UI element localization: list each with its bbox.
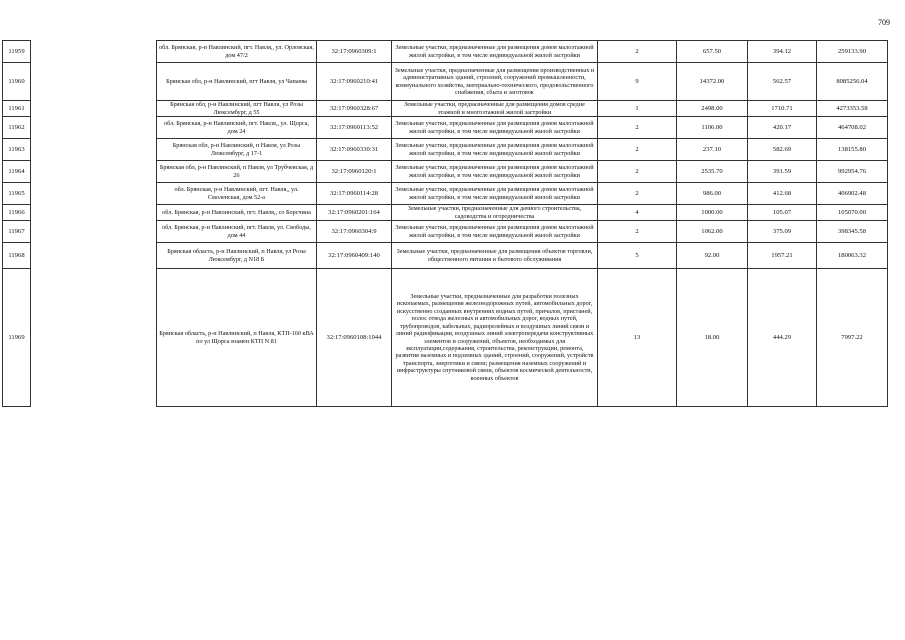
table-row bbox=[3, 41, 888, 63]
row-gap bbox=[31, 243, 43, 269]
row-gap bbox=[31, 269, 43, 407]
row-spacer bbox=[43, 221, 157, 243]
row-id: 11962 bbox=[3, 117, 31, 139]
row-cadastral-value: 398345.58 bbox=[817, 221, 888, 243]
row-unit-value: 391.59 bbox=[748, 161, 817, 183]
row-cadastral-number: 32:17:0960210:41 bbox=[317, 63, 392, 101]
row-land-purpose: Земельные участки, предназначенные для размещения домов малоэтажной жилой застройки, в том числе индивидуальной жилой застройки bbox=[392, 139, 598, 161]
row-area: 18.00 bbox=[677, 269, 748, 407]
table-row bbox=[3, 221, 888, 243]
row-id: 11964 bbox=[3, 161, 31, 183]
register-table bbox=[2, 40, 888, 407]
row-group: 2 bbox=[598, 183, 677, 205]
row-gap bbox=[31, 183, 43, 205]
row-address: Брянская обл, р-н Навлинский, пгт Навля, ул Розы Люксембург, д 55 bbox=[157, 101, 317, 117]
row-unit-value: 105.07 bbox=[748, 205, 817, 221]
row-id: 11969 bbox=[3, 269, 31, 407]
row-land-purpose: Земельные участки, предназначенные для размещения домов малоэтажной жилой застройки, в том числе индивидуальной жилой застройки bbox=[392, 117, 598, 139]
row-gap bbox=[31, 63, 43, 101]
row-id: 11965 bbox=[3, 183, 31, 205]
row-area: 237.10 bbox=[677, 139, 748, 161]
row-cadastral-number: 32:17:0960409:140 bbox=[317, 243, 392, 269]
row-group: 2 bbox=[598, 117, 677, 139]
row-land-purpose: Земельные участки, предназначенные для размещения домов средне этажной и многоэтажной жилой застройки bbox=[392, 101, 598, 117]
row-group: 4 bbox=[598, 205, 677, 221]
page-number: 709 bbox=[878, 18, 890, 27]
row-group: 13 bbox=[598, 269, 677, 407]
row-gap bbox=[31, 221, 43, 243]
row-cadastral-number: 32:17:0960309:1 bbox=[317, 41, 392, 63]
table-row bbox=[3, 139, 888, 161]
row-address: обл. Брянская, р-н Навлинский, пгт. Навля, ул. Свободы, дом 44 bbox=[157, 221, 317, 243]
row-address: обл. Брянская, р-н Навлинский, пгт. Навля,, ул. Смоленская, дом 52-а bbox=[157, 183, 317, 205]
row-cadastral-value: 259133.90 bbox=[817, 41, 888, 63]
row-unit-value: 1710.71 bbox=[748, 101, 817, 117]
cadastral-register-table bbox=[2, 40, 888, 407]
table-row bbox=[3, 161, 888, 183]
row-address: Брянская область, р-н Навлинский, п Навля, ул Розы Люксембург, д N18 Б bbox=[157, 243, 317, 269]
row-group: 2 bbox=[598, 221, 677, 243]
row-spacer bbox=[43, 101, 157, 117]
row-area: 2498.00 bbox=[677, 101, 748, 117]
row-area: 14372.00 bbox=[677, 63, 748, 101]
row-group: 2 bbox=[598, 161, 677, 183]
row-cadastral-value: 105070.00 bbox=[817, 205, 888, 221]
row-area: 92.00 bbox=[677, 243, 748, 269]
row-cadastral-value: 7997.22 bbox=[817, 269, 888, 407]
row-id: 11960 bbox=[3, 63, 31, 101]
row-land-purpose: Земельные участки, предназначенные для размещения объектов торговли, общественного питания и бытового обслуживания bbox=[392, 243, 598, 269]
row-area: 986.00 bbox=[677, 183, 748, 205]
row-unit-value: 375.09 bbox=[748, 221, 817, 243]
row-gap bbox=[31, 205, 43, 221]
table-row bbox=[3, 63, 888, 101]
row-cadastral-number: 32:17:0960201:164 bbox=[317, 205, 392, 221]
row-unit-value: 582.69 bbox=[748, 139, 817, 161]
row-address: Брянская обл, р-н Навлинский, п Навля, ул Розы Люксембург, д 17-1 bbox=[157, 139, 317, 161]
row-id: 11967 bbox=[3, 221, 31, 243]
row-id: 11968 bbox=[3, 243, 31, 269]
table-body bbox=[3, 41, 888, 407]
row-spacer bbox=[43, 269, 157, 407]
row-land-purpose: Земельные участки, предназначенные для размещения домов малоэтажной жилой застройки, в том числе индивидуальной жилой застройки bbox=[392, 183, 598, 205]
row-address: Брянская область, р-н Навлинский, п Навля, КТП-160 кВА по ул Щорса взамен КТП N 81 bbox=[157, 269, 317, 407]
row-address: обл. Брянская, р-н Навлинский, пгт. Навля,, ул. Щорса, дом 24 bbox=[157, 117, 317, 139]
row-land-purpose: Земельные участки, предназначенные для размещения производственных и административных зданий, строений, сооружений промышленности, коммунального хозяйства, материально-технического, продовольственного снабжения, сбыта и заготовок bbox=[392, 63, 598, 101]
row-address: Брянская обл, р-н Навлинский, п Навля, ул Трубчевская, д 26 bbox=[157, 161, 317, 183]
row-area: 1000.00 bbox=[677, 205, 748, 221]
row-group: 5 bbox=[598, 243, 677, 269]
row-cadastral-number: 32:17:0960114:28 bbox=[317, 183, 392, 205]
row-area: 1106.00 bbox=[677, 117, 748, 139]
row-gap bbox=[31, 139, 43, 161]
row-unit-value: 562.57 bbox=[748, 63, 817, 101]
table-row bbox=[3, 269, 888, 407]
table-row bbox=[3, 183, 888, 205]
row-land-purpose: Земельные участки, предназначенные для разработки полезных ископаемых, размещения железнодорожных путей, автомобильных дорог, искусственно созданных внутренних водных путей, причалов, пристаней, полос отвода железных и автомобильных дорог, водных путей, трубопроводов, кабельных, радиорелейных и воздушных линий связи и линий радиофикации, воздушных линий электропередачи конструктивных элементов и сооружений, объектов, необходимых для эксплуатации,содержания, строительства, реконструкции, ремонта, развития наземных и подземных зданий, строений, сооружений, устройств транспорта, энергетики и связи; размещения наземных сооружений и инфраструктуры спутниковой связи, объектов космической деятельности, военных объектов bbox=[392, 269, 598, 407]
row-address: обл. Брянская, р-н Навлинский, пгт. Навля,, ул. Орловская, дом 47/2 bbox=[157, 41, 317, 63]
row-land-purpose: Земельные участки, предназначенные для размещения домов малоэтажной жилой застройки, в том числе индивидуальной жилой застройки bbox=[392, 161, 598, 183]
row-gap bbox=[31, 41, 43, 63]
row-land-purpose: Земельные участки, предназначенные для размещения домов малоэтажной жилой застройки, в том числе индивидуальной жилой застройки bbox=[392, 221, 598, 243]
row-id: 11966 bbox=[3, 205, 31, 221]
table-row bbox=[3, 117, 888, 139]
row-cadastral-value: 992954.76 bbox=[817, 161, 888, 183]
table-row bbox=[3, 243, 888, 269]
row-cadastral-number: 32:17:0960330:31 bbox=[317, 139, 392, 161]
row-land-purpose: Земельные участки, предназначенные для дачного строительства, садоводства и огородничества bbox=[392, 205, 598, 221]
row-unit-value: 1957.21 bbox=[748, 243, 817, 269]
row-unit-value: 420.17 bbox=[748, 117, 817, 139]
row-spacer bbox=[43, 63, 157, 101]
row-group: 9 bbox=[598, 63, 677, 101]
row-cadastral-value: 4273353.58 bbox=[817, 101, 888, 117]
row-id: 11959 bbox=[3, 41, 31, 63]
row-area: 2535.70 bbox=[677, 161, 748, 183]
table-row bbox=[3, 101, 888, 117]
row-spacer bbox=[43, 41, 157, 63]
row-area: 657.50 bbox=[677, 41, 748, 63]
row-cadastral-value: 8085256.04 bbox=[817, 63, 888, 101]
row-group: 2 bbox=[598, 139, 677, 161]
row-gap bbox=[31, 117, 43, 139]
row-spacer bbox=[43, 161, 157, 183]
row-address: Брянская обл, р-н Навлинский, пгт Навля, ул Чапаева bbox=[157, 63, 317, 101]
row-cadastral-number: 32:17:0960120:1 bbox=[317, 161, 392, 183]
row-area: 1062.00 bbox=[677, 221, 748, 243]
row-cadastral-number: 32:17:0960108:1044 bbox=[317, 269, 392, 407]
row-cadastral-value: 180063.32 bbox=[817, 243, 888, 269]
row-spacer bbox=[43, 243, 157, 269]
row-unit-value: 412.68 bbox=[748, 183, 817, 205]
row-spacer bbox=[43, 139, 157, 161]
row-land-purpose: Земельные участки, предназначенные для размещения домов малоэтажной жилой застройки, в том числе индивидуальной жилой застройки bbox=[392, 41, 598, 63]
row-unit-value: 444.29 bbox=[748, 269, 817, 407]
row-spacer bbox=[43, 183, 157, 205]
row-group: 1 bbox=[598, 101, 677, 117]
row-group: 2 bbox=[598, 41, 677, 63]
row-cadastral-number: 32:17:0960328:67 bbox=[317, 101, 392, 117]
row-unit-value: 394.12 bbox=[748, 41, 817, 63]
row-cadastral-number: 32:17:0960113:52 bbox=[317, 117, 392, 139]
row-id: 11961 bbox=[3, 101, 31, 117]
row-gap bbox=[31, 161, 43, 183]
row-gap bbox=[31, 101, 43, 117]
row-cadastral-value: 464708.02 bbox=[817, 117, 888, 139]
row-cadastral-number: 32:17:0960304:9 bbox=[317, 221, 392, 243]
row-id: 11963 bbox=[3, 139, 31, 161]
row-cadastral-value: 138155.80 bbox=[817, 139, 888, 161]
row-cadastral-value: 406902.48 bbox=[817, 183, 888, 205]
row-address: обл. Брянская, р-н Навлинский, пгт. Навля,, со Борсчина bbox=[157, 205, 317, 221]
table-row bbox=[3, 205, 888, 221]
row-spacer bbox=[43, 205, 157, 221]
row-spacer bbox=[43, 117, 157, 139]
